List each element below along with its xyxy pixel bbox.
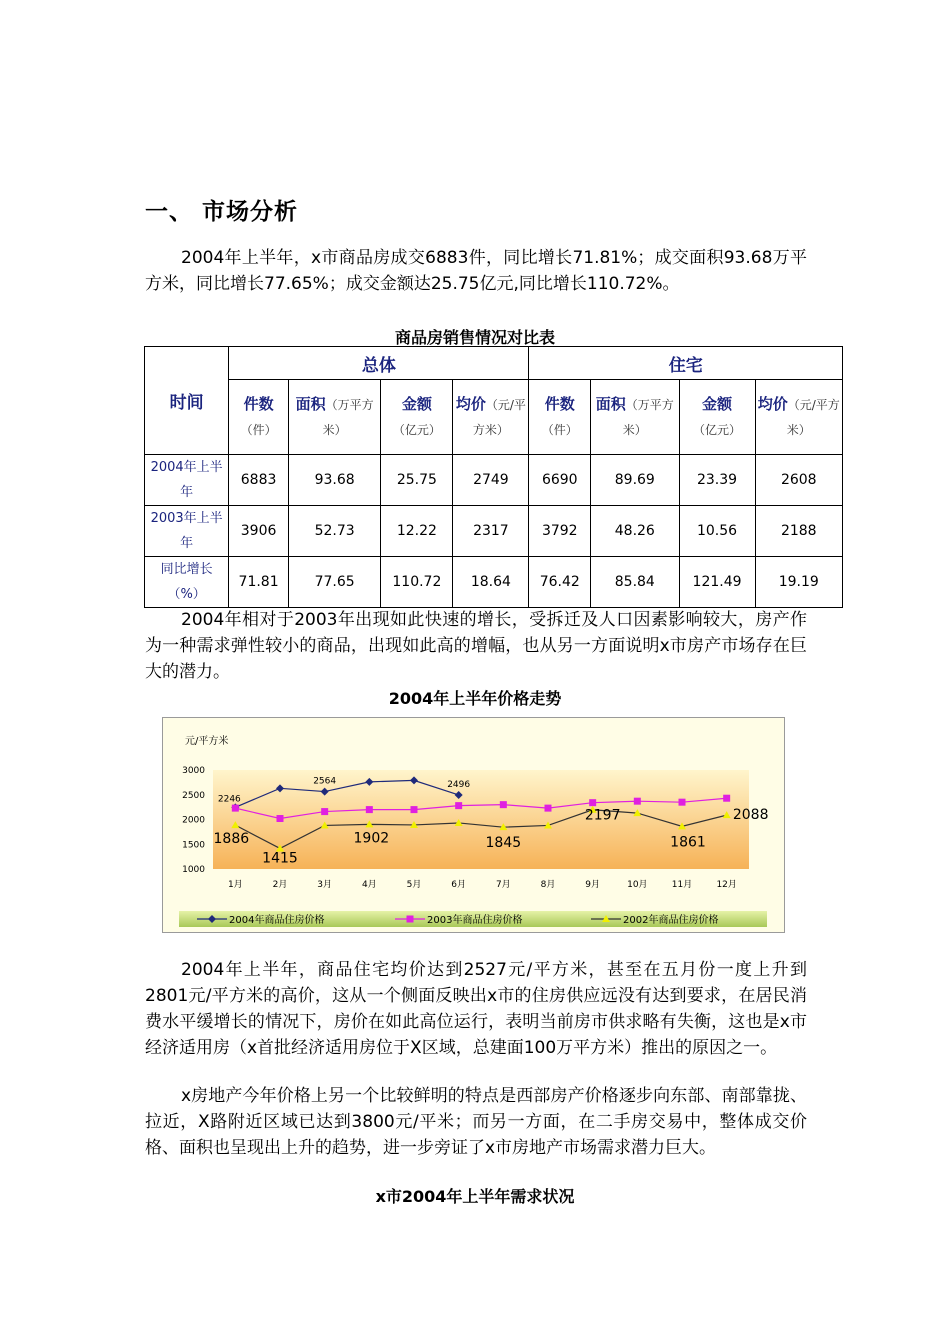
x-tick-label: 8月 (540, 880, 556, 890)
x-tick-label: 1月 (227, 880, 243, 890)
sales-comparison-table (144, 346, 843, 608)
table-cell: 10.56 (679, 506, 755, 557)
row-label: 2003年上半年 (145, 506, 229, 557)
table-cell: 76.42 (529, 557, 591, 608)
table-cell: 18.64 (453, 557, 529, 608)
y-tick-label: 2500 (182, 790, 205, 801)
res-count-header: 件数（件） (529, 380, 591, 455)
table-cell: 85.84 (591, 557, 679, 608)
table-row (145, 557, 843, 608)
table-cell: 3906 (229, 506, 289, 557)
count-header: 件数（件） (229, 380, 289, 455)
data-point (277, 815, 284, 822)
x-tick-label: 9月 (585, 880, 601, 890)
paragraph-2: 2004年相对于2003年出现如此快速的增长，受拆迁及人口因素影响较大，房产作为一种需求弹性较小的商品，出现如此高的增幅，也从另一方面说明x市房产市场存在巨大的潜力。 (145, 610, 807, 682)
y-tick-label: 1000 (182, 865, 205, 875)
data-point (679, 799, 686, 806)
table-cell: 6690 (529, 455, 591, 506)
table-cell: 71.81 (229, 557, 289, 608)
x-tick-label: 10月 (627, 880, 648, 890)
row-label: 同比增长（%） (145, 557, 229, 608)
table-title: 商品房销售情况对比表 (394, 328, 555, 347)
data-label: 2088 (732, 807, 769, 824)
chart-title: 2004年上半年价格走势 (388, 689, 562, 708)
paragraph-1: 2004年上半年，x市商品房成交6883件，同比增长71.81%；成交面积93.68万平方米，同比增长77.65%；成交金额达25.75亿元,同比增长110.72%。 (145, 248, 807, 294)
x-tick-label: 6月 (451, 880, 467, 890)
data-point (411, 806, 418, 813)
data-point (589, 799, 596, 806)
data-point (321, 808, 328, 815)
y-tick-label: 3000 (182, 766, 205, 776)
table-cell: 2749 (453, 455, 529, 506)
table-row (145, 455, 843, 506)
paragraph-3: 2004年上半年，商品住宅均价达到2527元/平方米，甚至在五月份一度上升到2801元/平方米的高价，这从一个侧面反映出x市的住房供应远没有达到要求，在居民消费水平缓增长的情况下，房价在如此高位运行，表明当前房市供求略有失衡，这也是x市经济适用房（x首批经济适用房位于X区域，总建面100万平方米）推出的原因之一。 (145, 960, 807, 1058)
data-point (545, 805, 552, 812)
legend-entry: 2003年商品住房价格 (427, 915, 523, 926)
data-label: 2496 (447, 779, 471, 790)
legend-entry: 2004年商品住房价格 (229, 915, 325, 926)
section-heading: 一、 市场分析 (145, 199, 299, 225)
price-trend-chart (162, 717, 785, 933)
legend-entry: 2002年商品住房价格 (623, 915, 719, 926)
demand-section-title: x市2004年上半年需求状况 (375, 1187, 575, 1206)
x-tick-label: 12月 (716, 880, 737, 890)
table-cell: 19.19 (755, 557, 842, 608)
x-tick-label: 5月 (406, 880, 422, 890)
data-point (455, 802, 462, 809)
data-point (723, 795, 730, 802)
data-label: 1861 (670, 834, 706, 851)
res-amount-header: 金额 （亿元） (679, 380, 755, 455)
avg-price-header: 均价（元/平方米） (453, 380, 529, 455)
data-label: 2197 (584, 807, 621, 824)
res-area-header: 面积（万平方米） (591, 380, 679, 455)
data-label: 2564 (313, 776, 337, 787)
table-cell: 77.65 (288, 557, 381, 608)
data-label: 2246 (217, 794, 241, 805)
table-cell: 110.72 (381, 557, 453, 608)
data-label: 1902 (353, 830, 390, 847)
table-cell: 6883 (229, 455, 289, 506)
data-point (500, 801, 507, 808)
group-residential-header: 住宅 (529, 347, 843, 380)
table-cell: 2317 (453, 506, 529, 557)
table-cell: 2188 (755, 506, 842, 557)
table-cell: 93.68 (288, 455, 381, 506)
data-label: 1845 (485, 835, 522, 852)
y-tick-label: 1500 (182, 840, 205, 851)
table-cell: 121.49 (679, 557, 755, 608)
table-cell: 89.69 (591, 455, 679, 506)
table-cell: 2608 (755, 455, 842, 506)
group-total-header: 总体 (229, 347, 529, 380)
table-cell: 48.26 (591, 506, 679, 557)
amount-header: 金额 （亿元） (381, 380, 453, 455)
x-tick-label: 3月 (317, 880, 333, 890)
table-cell: 23.39 (679, 455, 755, 506)
price-trend-svg (163, 718, 784, 932)
row-label: 2004年上半年 (145, 455, 229, 506)
table-cell: 25.75 (381, 455, 453, 506)
x-tick-label: 11月 (671, 880, 693, 890)
data-label: 1415 (262, 850, 298, 867)
area-header: 面积（万平方米） (288, 380, 381, 455)
y-axis-label: 元/平方米 (185, 736, 229, 747)
paragraph-4: x房地产今年价格上另一个比较鲜明的特点是西部房产价格逐步向东部、南部靠拢、拉近，X路附近区域已达到3800元/平米；而另一方面，在二手房交易中，整体成交价格、面积也呈现出上升的趋势，进一步旁证了x市房地产市场需求潜力巨大。 (145, 1086, 807, 1158)
table-cell: 12.22 (381, 506, 453, 557)
data-label: 1886 (213, 831, 250, 848)
legend-marker (407, 916, 414, 923)
x-tick-label: 7月 (495, 880, 511, 890)
x-tick-label: 2月 (272, 880, 288, 890)
table-row (145, 506, 843, 557)
y-tick-label: 2000 (182, 815, 205, 826)
data-point (634, 798, 641, 805)
res-avg-price-header: 均价（元/平方米） (755, 380, 842, 455)
x-tick-label: 4月 (361, 880, 377, 890)
data-point (366, 806, 373, 813)
time-header: 时间 (145, 347, 229, 455)
data-point (232, 805, 239, 812)
table-cell: 3792 (529, 506, 591, 557)
table-cell: 52.73 (288, 506, 381, 557)
